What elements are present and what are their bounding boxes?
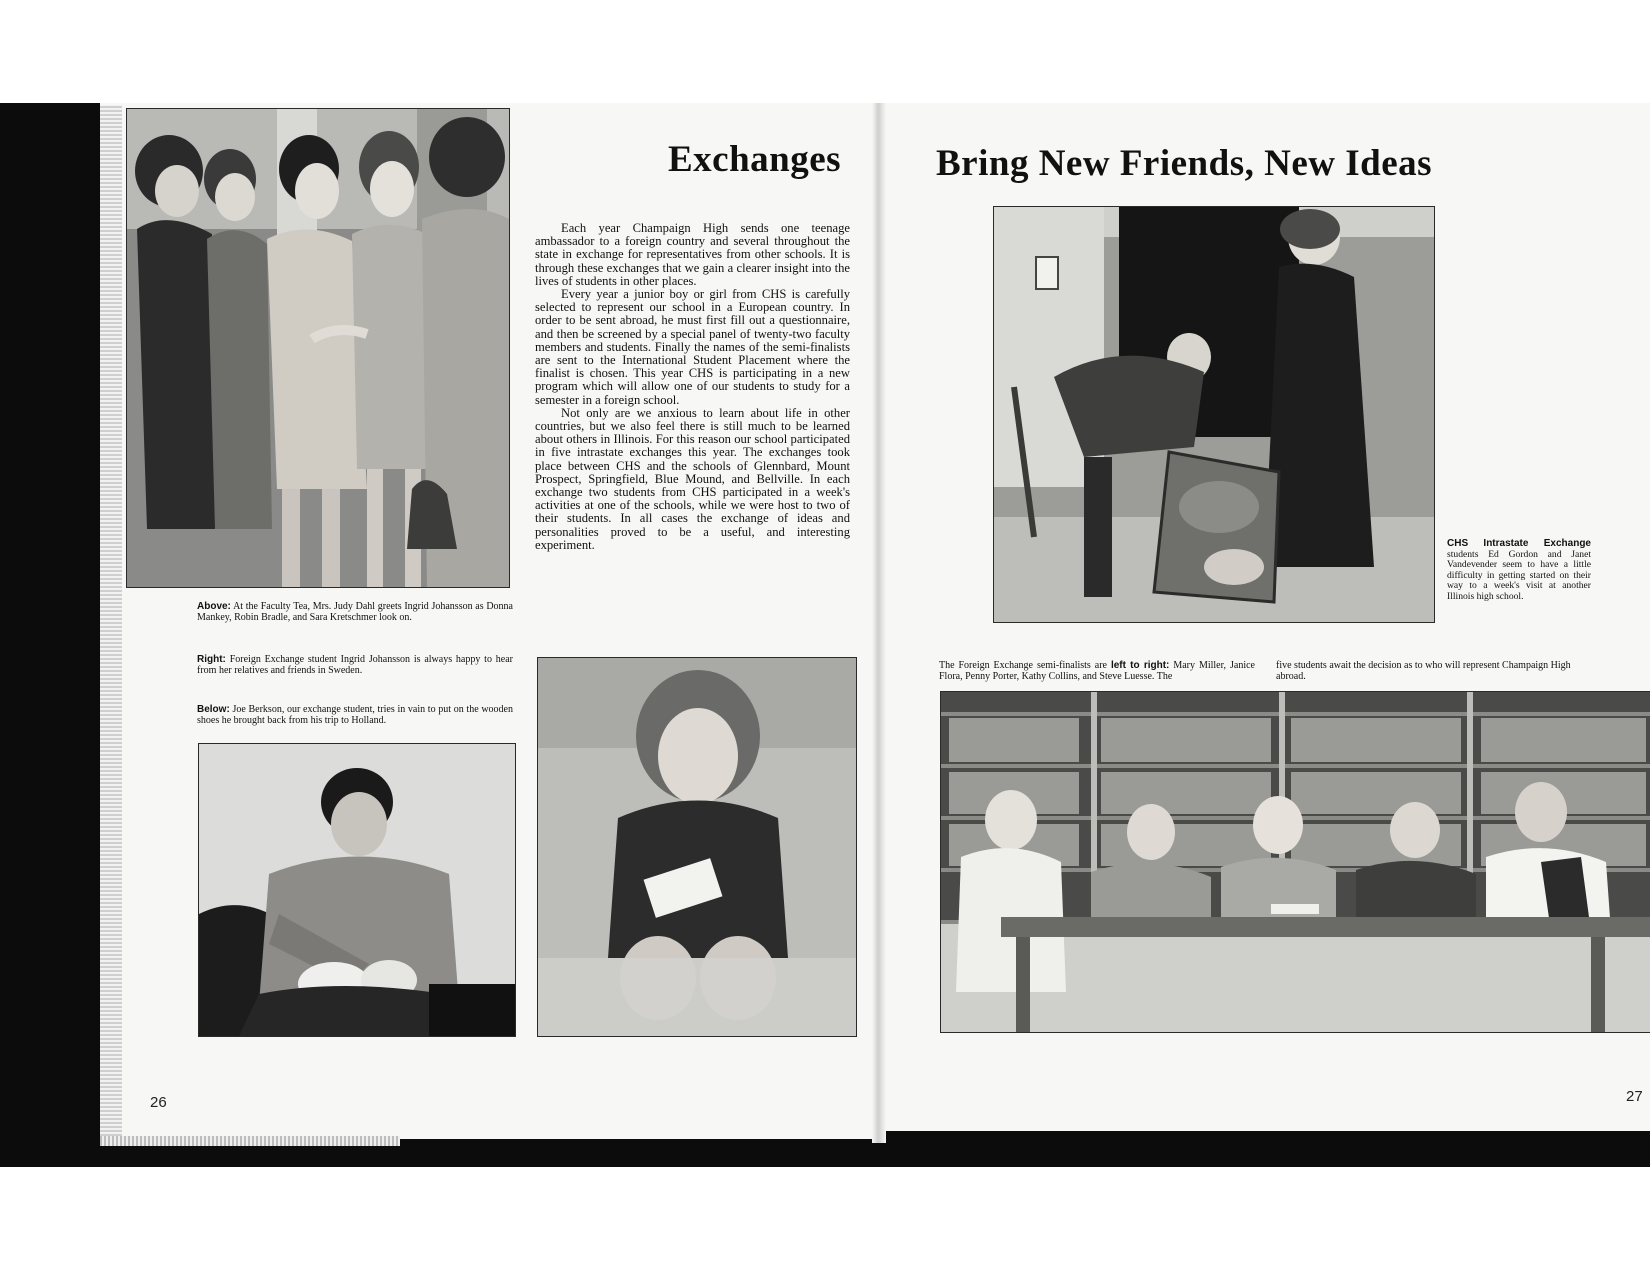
page-number-right: 27 — [1626, 1088, 1643, 1105]
caption-text: students Ed Gordon and Janet Vandevender seem to have a little difficulty in getting started on their way to a week's visit at another Illinois high school. — [1447, 548, 1591, 602]
article-body — [535, 222, 850, 552]
caption-lead: Right: — [197, 654, 226, 665]
caption-above — [197, 601, 513, 623]
caption-text: Joe Berkson, our exchange student, tries in vain to put on the wooden shoes he brought back from his trip to Holland. — [197, 704, 513, 726]
caption-semifinalists-col1 — [939, 660, 1255, 682]
right-page-heading: Bring New Friends, New Ideas — [936, 143, 1433, 184]
left-page-heading: Exchanges — [668, 139, 842, 180]
article-paragraph: Not only are we anxious to learn about life in other countries, but we also feel there is still much to be learned about others in Illinois. For this reason our school participated in five intrastate exchanges this year. The exchanges took place between CHS and the schools of Glennbard, Mount Prospect, Springfield, Blue Mound, and Bellville. In each exchange two students from CHS participated in a week's activities at one of the schools, while we were host to two of their students. In all cases the exchange of ideas and personalities proved to be a useful, and interesting experiment. — [535, 405, 850, 552]
caption-text: At the Faculty Tea, Mrs. Judy Dahl greets Ingrid Johansson as Donna Mankey, Robin Bradle, and Sara Kretschmer look on. — [197, 601, 513, 623]
caption-below — [197, 704, 513, 726]
article-paragraph: Every year a junior boy or girl from CHS is carefully selected to represent our school in a European country. In order to be sent abroad, he must first fill out a questionnaire, and then be screened by a special panel of twenty-two faculty members and students. Finally the names of the semi-finalists are sent to the International Student Placement where the finalist is chosen. This year CHS is participating in a new program which will allow one of our students to study for a semester in a foreign school. — [535, 287, 850, 407]
caption-text: Mary Miller, Janice Flora, Penny Porter, Kathy Collins, and Steve Luesse. The — [939, 660, 1255, 682]
caption-intrastate — [1447, 539, 1591, 603]
page-gutter — [872, 103, 886, 1143]
letter-reading-photo — [537, 657, 857, 1037]
article-paragraph: Each year Champaign High sends one teenage ambassador to a foreign country and several throughout the state in exchange for representatives from other schools. It is through these exchanges that we gain a clearer insight into the lives of students in other places. — [535, 221, 850, 288]
caption-text: five students await the decision as to who will represent Champaign High abroad. — [1276, 660, 1571, 682]
semifinalists-library-photo — [940, 691, 1650, 1033]
page-number-left: 26 — [150, 1094, 167, 1111]
caption-lead: Below: — [197, 704, 230, 715]
wooden-shoes-photo — [198, 743, 516, 1037]
caption-lead: Above: — [197, 601, 231, 612]
caption-text: Foreign Exchange student Ingrid Johansson is always happy to hear from her relatives and friends in Sweden. — [197, 654, 513, 676]
bottom-binding-edge — [100, 1136, 400, 1146]
intrastate-exchange-photo — [993, 206, 1435, 623]
binding-edge — [100, 105, 122, 1140]
caption-lead: left to right: — [1110, 660, 1170, 671]
faculty-tea-photo — [126, 108, 510, 588]
caption-right — [197, 654, 513, 676]
caption-text: The Foreign Exchange semi-finalists are — [939, 660, 1107, 671]
caption-lead: CHS Intrastate Exchange — [1447, 538, 1591, 549]
caption-semifinalists-col2 — [1276, 660, 1594, 682]
